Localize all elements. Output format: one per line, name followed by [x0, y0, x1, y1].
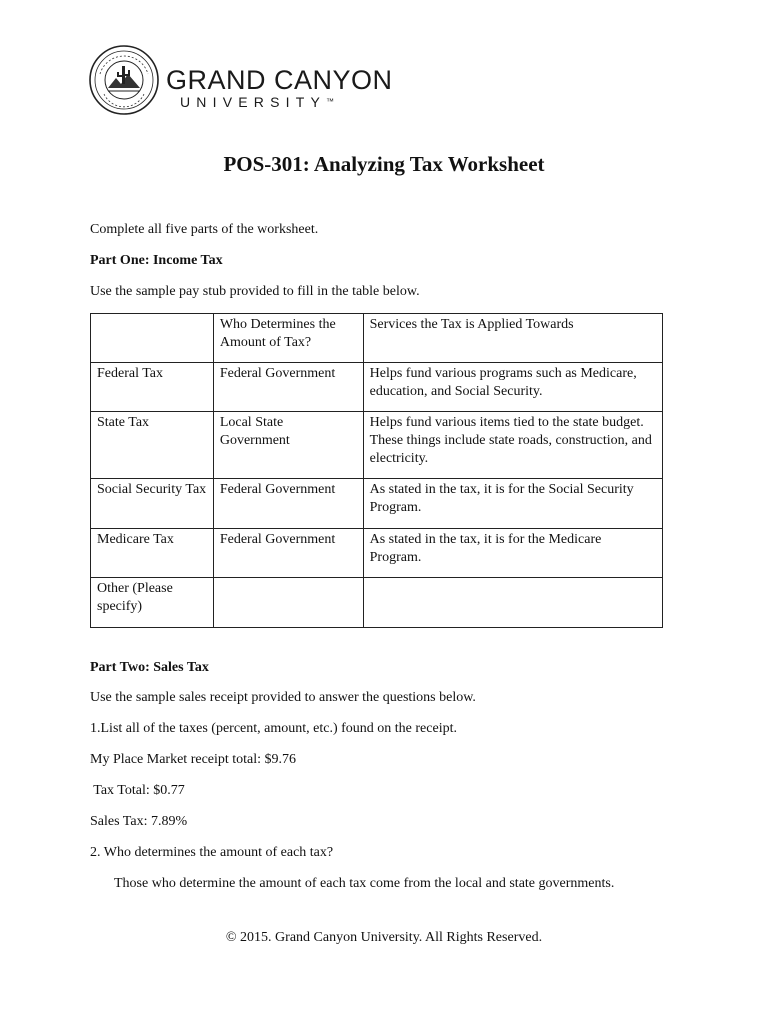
instructions: Complete all five parts of the worksheet.	[90, 222, 319, 237]
question-2: 2. Who determines the amount of each tax?	[90, 845, 334, 860]
table-header-cell: Services the Tax is Applied Towards	[363, 314, 662, 363]
university-logo	[88, 44, 408, 116]
page-title: POS-301: Analyzing Tax Worksheet	[223, 152, 545, 176]
determiner-cell: Federal Government	[213, 529, 363, 578]
part-two-intro: Use the sample sales receipt provided to answer the questions below.	[90, 690, 476, 705]
tax-name-cell: Other (Please specify)	[91, 578, 214, 628]
tax-name-cell: State Tax	[91, 412, 214, 479]
part-two-heading: Part Two: Sales Tax	[90, 660, 209, 675]
table-header-row	[91, 314, 663, 363]
university-subtitle: UNIVERSITY™	[180, 94, 335, 110]
university-seal-icon	[88, 44, 160, 116]
services-cell: Helps fund various items tied to the state budget. These things include state roads, construction, and electricity.	[363, 412, 662, 479]
copyright-footer: © 2015. Grand Canyon University. All Rights Reserved.	[225, 930, 543, 945]
table-row	[91, 529, 663, 578]
services-cell: Helps fund various programs such as Medicare, education, and Social Security.	[363, 363, 662, 412]
table-header-cell: Who Determines the Amount of Tax?	[213, 314, 363, 363]
determiner-cell: Local State Government	[213, 412, 363, 479]
tax-total: Tax Total: $0.77	[90, 783, 185, 798]
table-row	[91, 578, 663, 628]
sales-tax: Sales Tax: 7.89%	[90, 814, 188, 829]
income-tax-table	[90, 313, 663, 628]
services-cell: As stated in the tax, it is for the Medicare Program.	[363, 529, 662, 578]
answer-2: Those who determine the amount of each tax come from the local and state governments.	[114, 876, 615, 891]
table-row	[91, 363, 663, 412]
table-row	[91, 479, 663, 529]
trademark: ™	[326, 97, 335, 106]
receipt-total: My Place Market receipt total: $9.76	[90, 752, 297, 767]
tax-name-cell: Social Security Tax	[91, 479, 214, 529]
part-one-intro: Use the sample pay stub provided to fill in the table below.	[90, 284, 420, 299]
table-header-cell	[91, 314, 214, 363]
services-cell	[363, 578, 662, 628]
table-row	[91, 412, 663, 479]
tax-name-cell: Federal Tax	[91, 363, 214, 412]
services-cell: As stated in the tax, it is for the Social Security Program.	[363, 479, 662, 529]
part-one-heading: Part One: Income Tax	[90, 253, 223, 268]
tax-name-cell: Medicare Tax	[91, 529, 214, 578]
determiner-cell	[213, 578, 363, 628]
determiner-cell: Federal Government	[213, 479, 363, 529]
university-name: GRAND CANYON	[166, 65, 393, 95]
question-1: 1.List all of the taxes (percent, amount, etc.) found on the receipt.	[90, 721, 457, 736]
determiner-cell: Federal Government	[213, 363, 363, 412]
